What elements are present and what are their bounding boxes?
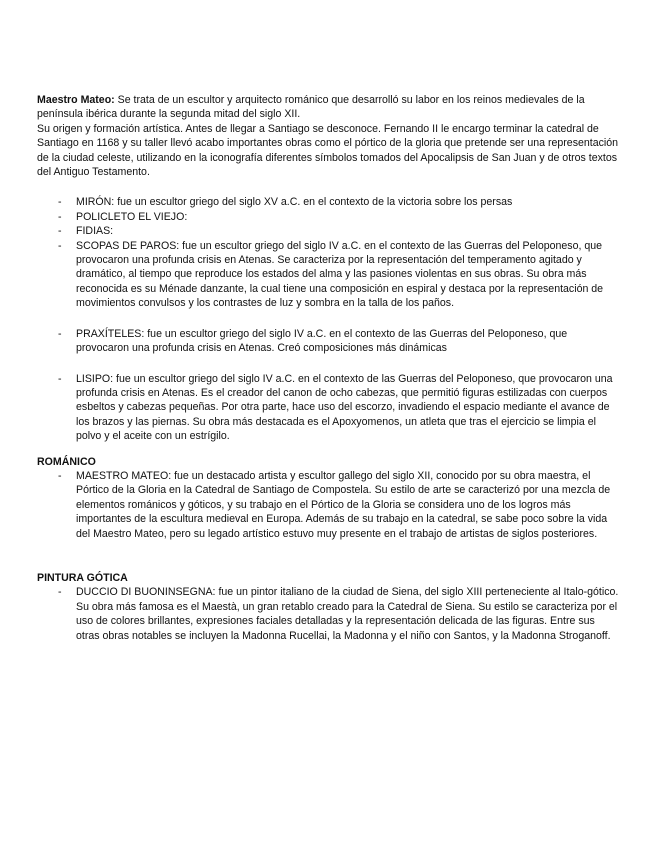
bullet-dash: - (58, 225, 62, 238)
list-item-text: POLICLETO EL VIEJO: (76, 210, 188, 223)
romanico-list (37, 469, 619, 541)
list-item-text: PRAXÍTELES: fue un escultor griego del siglo IV a.C. en el contexto de las Guerras del Peloponeso, que provocaron una profunda crisis en Atenas. Creó composiciones más dinámicas (76, 327, 568, 355)
section-title: PINTURA GÓTICA (37, 571, 128, 584)
intro-text: Se trata de un escultor y arquitecto románico que desarrolló su labor en los reinos medievales de la península ibérica durante la segunda mitad del siglo XII. (37, 94, 585, 121)
bullet-dash: - (58, 196, 62, 209)
bullet-dash: - (58, 372, 62, 385)
bullet-dash: - (58, 586, 62, 599)
list-item-text: MAESTRO MATEO: fue un destacado artista y escultor gallego del siglo XII, conocido por su obra maestra, el Pórtico de la Gloria en la Catedral de Santiago de Compostela. Su estilo de arte se caracterizó por una mezcla de elementos románicos y góticos, y su trabajo en el Pórtico de la Gloria se considera uno de los logros más importantes de la escultura medieval en Europa. Además de su trabajo en la catedral, se sabe poco sobre la vida del Maestro Mateo, pero su legado artístico estuvo muy presente en el trabajo de artistas de siglos posteriores. (76, 469, 611, 540)
bullet-dash: - (58, 469, 62, 482)
intro-line-1 (37, 93, 619, 122)
document-page (37, 93, 619, 643)
bullet-dash: - (58, 327, 62, 340)
list-item-duccio (37, 585, 619, 643)
bullet-dash: - (58, 239, 62, 252)
list-item-miron (37, 195, 619, 209)
list-item-text: MIRÓN: fue un escultor griego del siglo XV a.C. en el contexto de la victoria sobre los persas (76, 196, 513, 209)
list-item-policleto (37, 210, 619, 224)
list-item-praxiteles (37, 327, 619, 356)
list-item-text: FIDIAS: (76, 225, 114, 238)
section-title: ROMÁNICO (37, 455, 96, 468)
list-item-text: LISIPO: fue un escultor griego del siglo IV a.C. en el contexto de las Guerras del Peloponeso, que provocaron una profunda crisis en Atenas. Es el creador del canon de ocho cabezas, que permitió figuras estilizadas con cuerpos esbeltos y cabezas pequeñas. Por otra parte, hace uso del escorzo, invadiendo el espacio mediante el avance de los brazos y las piernas. Su obra más destacada es el Apoxyomenos, un atleta que tras el ejercicio se limpia el polvo y el aceite con un estrígilo. (76, 372, 613, 443)
section-romanico (37, 455, 619, 541)
intro-paragraph (37, 93, 619, 179)
list-item-text: DUCCIO DI BUONINSEGNA: fue un pintor italiano de la ciudad de Siena, del siglo XIII perteneciente al Italo-gótico. Su obra más famosa es el Maestà, un gran retablo creado para la Catedral de Siena. Su estilo se caracteriza por el uso de colores brillantes, expresiones faciales detalladas y la representación delicada de las figuras. Entre sus otras obras notables se incluyen la Madonna Rucellai, la Madonna y el niño con Santos, y la Madonna Stroganoff. (76, 586, 619, 642)
intro-line-2: Su origen y formación artística. Antes de llegar a Santiago se desconoce. Fernando II le encargo terminar la catedral de Santiago en 1168 y su taller llevó acabo importantes obras como el pórtico de la gloria que pretende ser una representación de la ciudad celeste, utilizando en la iconografía diferentes símbolos tomados del Apocalipsis de San Juan y de otros textos del Antiguo Testamento. (37, 122, 619, 179)
list-item-scopas (37, 239, 619, 311)
pintura-gotica-list (37, 585, 619, 643)
intro-heading: Maestro Mateo: (37, 94, 115, 106)
list-item-maestro-mateo (37, 469, 619, 541)
bullet-dash: - (58, 210, 62, 223)
list-item-fidias (37, 224, 619, 238)
list-item-lisipo (37, 372, 619, 444)
list-item-text: SCOPAS DE PAROS: fue un escultor griego del siglo IV a.C. en el contexto de las Guerras del Peloponeso, que provocaron una profunda crisis en Atenas. Se caracteriza por la representación del temperamento agitado y dramático, al tiempo que reproduce los estados del alma y las pasiones violentas en sus obras. Su obra más reconocida es su Ménade danzante, la cual tiene una composición en espiral y destaca por la representación de movimientos convulsos y los contrastes de luz y sombra en la talla de los paños. (76, 239, 604, 310)
greek-sculptors-list (37, 195, 619, 443)
section-pintura-gotica (37, 571, 619, 643)
